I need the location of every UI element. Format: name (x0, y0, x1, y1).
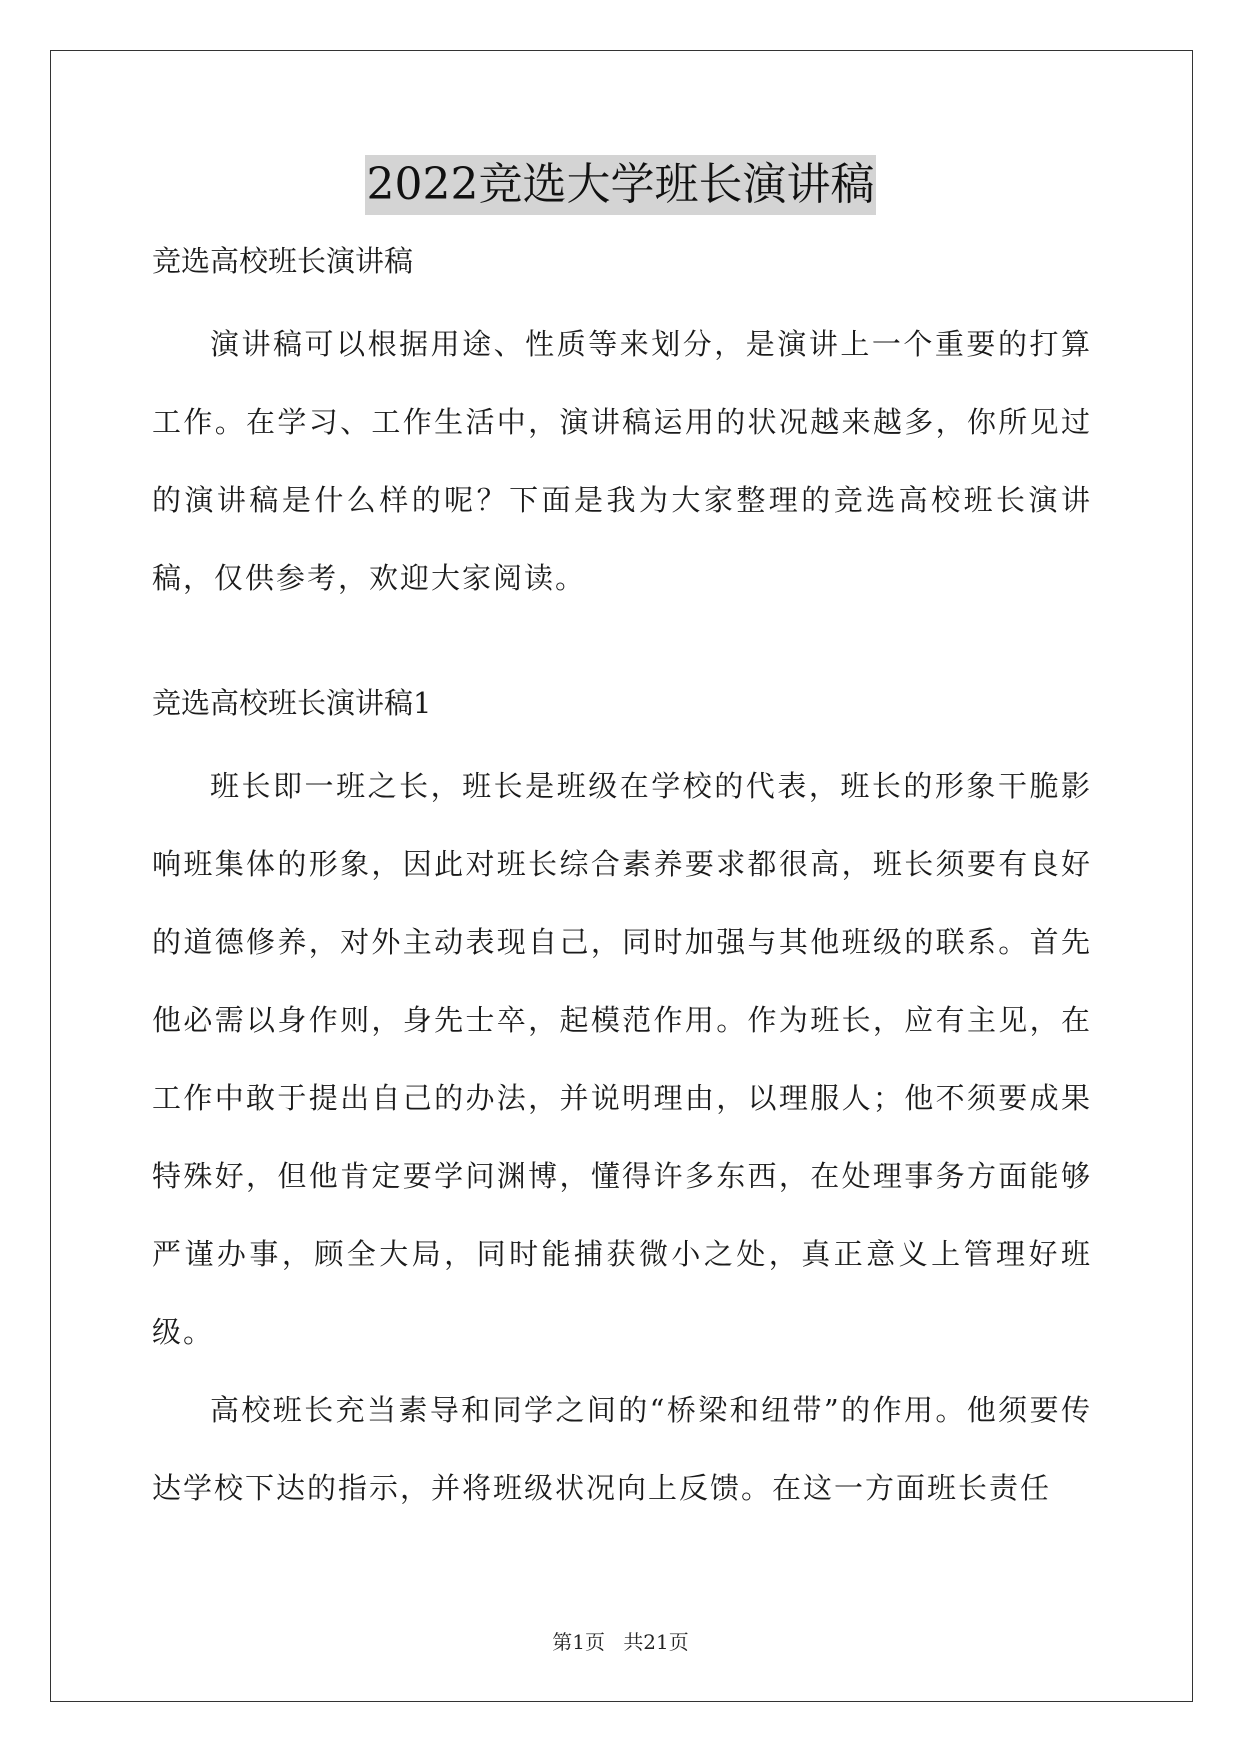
document-title: 2022竞选大学班长演讲稿 (365, 155, 877, 215)
section-heading: 竞选高校班长演讲稿1 (152, 686, 432, 720)
document-body (152, 235, 1092, 1527)
body-paragraph-2: 高校班长充当素导和同学之间的“桥梁和纽带”的作用。他须要传达学校下达的指示，并将班级状况向上反馈。在这一方面班长责任 (152, 1393, 1092, 1505)
body-paragraph-1: 班长即一班之长，班长是班级在学校的代表，班长的形象干脆影响班集体的形象，因此对班长综合素养要求都很高，班长须要有良好的道德修养，对外主动表现自己，同时加强与其他班级的联系。首先他必需以身作则，身先士卒，起模范作用。作为班长，应有主见，在工作中敢于提出自己的办法，并说明理由，以理服人；他不须要成果特殊好，但他肯定要学问渊博，懂得许多东西，在处理事务方面能够严谨办事，顾全大局，同时能捕获微小之处，真正意义上管理好班级。 (152, 769, 1092, 1349)
subtitle: 竞选高校班长演讲稿 (152, 244, 414, 278)
title-wrap (0, 155, 1241, 215)
page-total: 共21页 (623, 1630, 689, 1654)
intro-paragraph: 演讲稿可以根据用途、性质等来划分，是演讲上一个重要的打算工作。在学习、工作生活中，演讲稿运用的状况越来越多，你所见过的演讲稿是什么样的呢？下面是我为大家整理的竞选高校班长演讲稿，仅供参考，欢迎大家阅读。 (152, 327, 1092, 595)
page-footer (0, 1626, 1241, 1655)
page-number: 第1页 (552, 1630, 605, 1654)
